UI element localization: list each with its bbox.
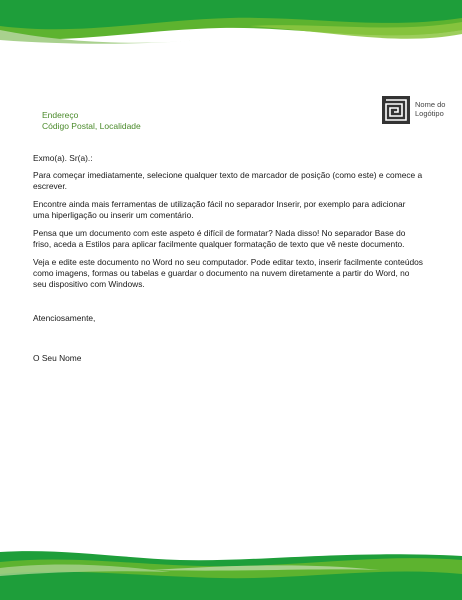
header-wave-decoration <box>0 0 462 48</box>
maze-logo-icon <box>382 96 410 124</box>
address-line-postal: Código Postal, Localidade <box>42 121 141 131</box>
body-paragraph: Encontre ainda mais ferramentas de utilização fácil no separador Inserir, por exemplo para adicionar uma hiperligação ou inserir um comentário. <box>33 199 406 220</box>
footer-wave-decoration <box>0 548 462 600</box>
body-paragraph: Veja e edite este documento no Word no seu computador. Pode editar texto, inserir facilmente conteúdos como imagens, formas ou tabelas e guardar o documento na nuvem diretamente a partir do Word, no seu dispositivo com Windows. <box>33 257 423 289</box>
logo <box>382 96 462 126</box>
body-paragraph: Pensa que um documento com este aspeto é difícil de formatar? Nada disso! No separador Base do friso, aceda a Estilos para aplicar facilmente qualquer formatação de texto que vê neste documento. <box>33 228 406 249</box>
logo-text: Nome do Logótipo <box>415 100 446 118</box>
body-paragraph: Para começar imediatamente, selecione qualquer texto de marcador de posição (como este) e comece a escrever. <box>33 170 423 191</box>
letter-body <box>33 153 423 364</box>
closing: Atenciosamente, <box>33 313 96 323</box>
address-line-street: Endereço <box>42 110 79 120</box>
salutation: Exmo(a). Sr(a).: <box>33 153 93 163</box>
signature-name: O Seu Nome <box>33 353 82 363</box>
sender-address <box>42 110 141 132</box>
